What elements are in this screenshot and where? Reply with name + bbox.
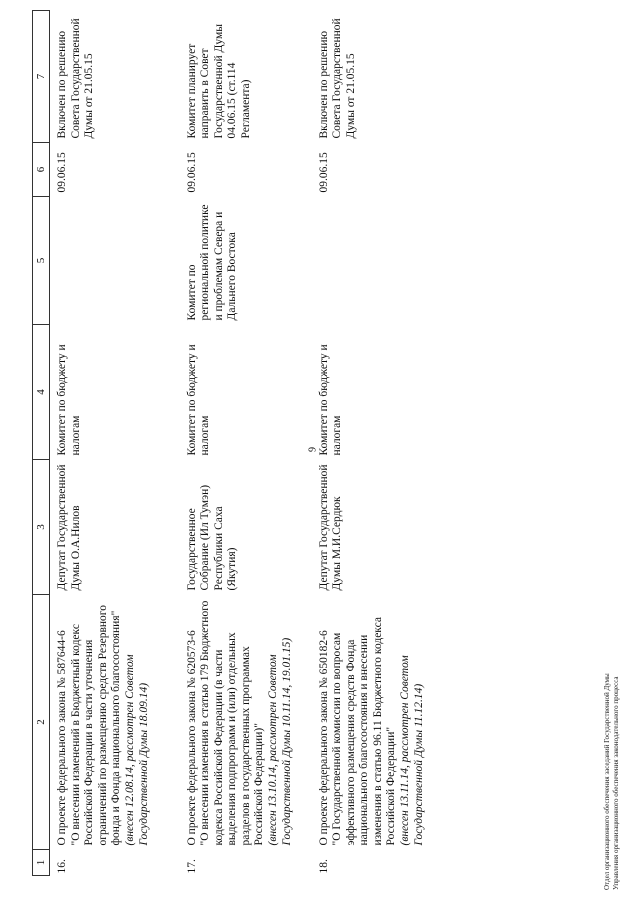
review-date: 09.06.15 — [56, 152, 68, 193]
column-header: 6 — [33, 143, 50, 197]
column-header: 3 — [33, 460, 50, 595]
review-date: 09.06.15 — [185, 152, 198, 193]
decision: Включен по решению Совета Государственной Думы от 21.05.15 — [56, 18, 96, 139]
footer-line: Отдел организационного обеспечения заседаний Государственной Думы — [603, 673, 611, 890]
bill-title: О проекте федерального закона № 587644-6 — [56, 630, 68, 846]
bill-author: Государственное Собрание (Ил Тумэн) Республики Саха (Якутия) — [185, 484, 239, 591]
bill-note: (внесен 13.11.14, рассмотрен Советом Государственной Думы 11.12.14) — [399, 655, 425, 846]
table-row — [50, 11, 180, 876]
co-committee: Комитет по региональной политике и проблемам Севера и Дальнего Востока — [185, 204, 239, 321]
column-header: 4 — [33, 325, 50, 460]
footer — [603, 590, 621, 890]
column-header: 7 — [33, 11, 50, 143]
bill-author: Депутат Государственной Думы О.А.Нилов — [56, 464, 82, 591]
column-header-row — [33, 11, 50, 876]
responsible-committee: Комитет по бюджету и налогам — [56, 344, 82, 456]
footer-line: Управления организационного обеспечения законодательного процесса — [612, 676, 620, 890]
bill-note: (внесен 12.08.14, рассмотрен Советом Государственной Думы 18.09.14) — [123, 654, 150, 846]
decision: Включен по решению Совета Государственной Думы от 21.05.15 — [317, 18, 357, 139]
responsible-committee: Комитет по бюджету и налогам — [185, 344, 212, 456]
agenda-table-rotated — [32, 11, 604, 876]
row-number: 18. — [317, 859, 330, 874]
column-header: 1 — [33, 850, 50, 876]
bill-note: (внесен 13.10.14, рассмотрен Советом Государственной Думы 10.11.14, 19.01.15) — [267, 637, 293, 846]
bill-title: О проекте федерального закона № 620573-6 — [185, 630, 198, 846]
co-committee — [312, 197, 442, 325]
bill-description — [50, 595, 180, 850]
column-header: 2 — [33, 595, 50, 850]
responsible-committee: Комитет по бюджету и налогам — [317, 344, 344, 456]
co-committee — [50, 197, 180, 325]
bill-body: "О внесении изменений в Бюджетный кодекс Российской Федерации в части уточнения ограничений по размещению средств Резервного фонда и Фонда национального благосостояния" — [69, 605, 123, 846]
column-header: 5 — [33, 197, 50, 325]
bill-title: О проекте федерального закона № 650182-6 — [317, 630, 330, 846]
decision: Комитет планирует направить в Совет Государственной Думы 04.06.15 (ст.114 Регламента) — [185, 24, 252, 139]
row-number: 17. — [185, 859, 198, 874]
bill-description — [312, 595, 442, 850]
row-number: 16. — [56, 859, 68, 874]
bill-body: "О внесении изменения в статью 179 Бюджетного кодекса Российской Федерации (в части выделения подпрограмм и (или) отдельных разделов в государственных программах Российской Федерации)" — [199, 600, 266, 846]
bill-description — [180, 595, 312, 850]
agenda-table — [32, 10, 442, 876]
table-row — [180, 11, 312, 876]
bill-author: Депутат Государственной Думы М.И.Сердюк — [317, 464, 344, 591]
review-date: 09.06.15 — [317, 152, 330, 193]
page-number: 9 — [307, 447, 319, 452]
bill-body: "О Государственной комиссии по вопросам эффективного размещения средств Фонда национального благосостояния и внесении изменения в статью 96.11 Бюджетного кодекса Российской Федерации" — [331, 617, 398, 846]
table-row — [312, 11, 442, 876]
